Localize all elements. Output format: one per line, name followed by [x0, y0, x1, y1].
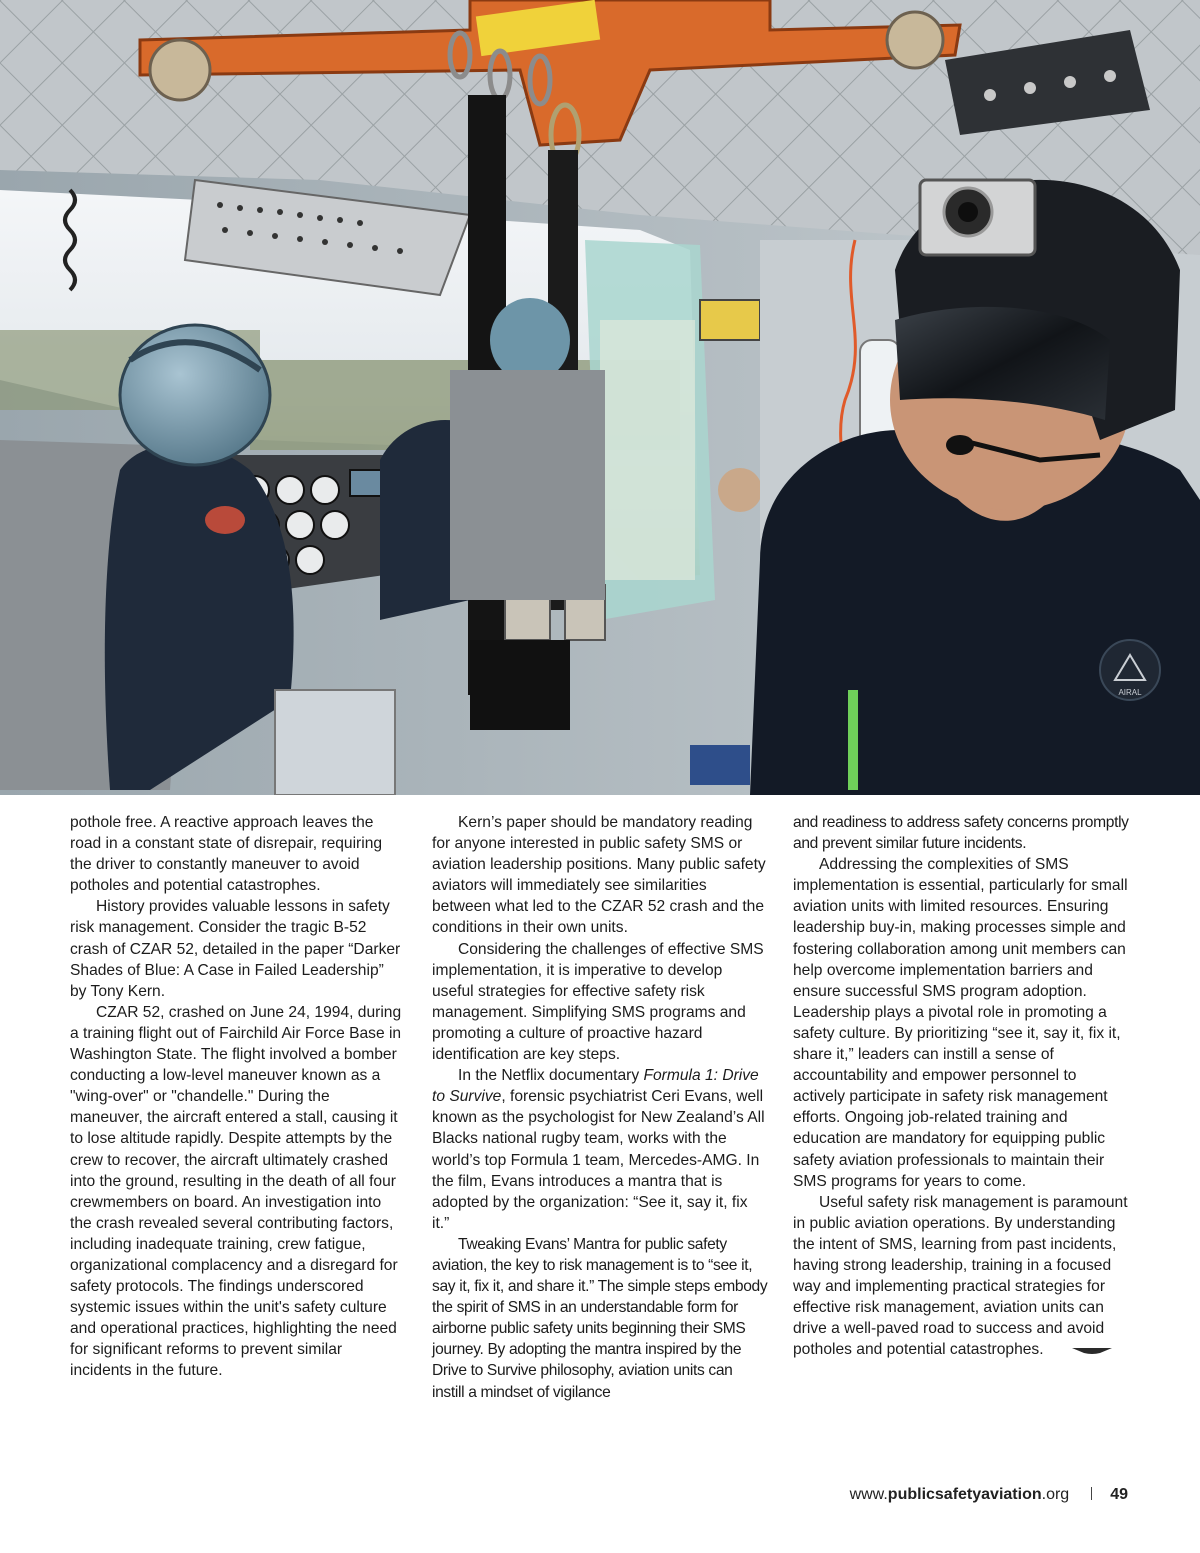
paragraph: CZAR 52, crashed on June 24, 1994, during a training flight out of Fairchild Air Force Base in Washington State. The flight involved a bomber conducting a low-level maneuver known as a "wing-over" or "chandelle." During the maneuver, the aircraft entered a stall, causing it to lose altitude rapidly. Despite attempts by the crew to recover, the aircraft ultimately crashed into the ground, resulting in the death of all four crewmembers on board. An investigation into the crash revealed several contributing factors, including inadequate training, crew fatigue, organizational complacency and a disregard for safety protocols. The findings underscored systemic issues within the unit's safety culture and operational practices, highlighting the need for significant reforms to prevent similar incidents in the future. — [70, 1003, 402, 1380]
paragraph-text: , forensic psychiatrist Ceri Evans, well known as the psychologist for New Zealand’s All Blacks national rugby team, works with the world’s top Formula 1 team, Mercedes-AMG. In the film, Evans introduces a mantra that is adopted by the organization: “See it, say it, fix it.” — [432, 1088, 765, 1232]
paragraph — [432, 1065, 768, 1234]
website-url[interactable] — [850, 1486, 1070, 1503]
url-suffix: .org — [1041, 1486, 1070, 1503]
url-prefix: www. — [849, 1486, 888, 1503]
url-domain: publicsafetyaviation — [887, 1486, 1042, 1503]
page-number: 49 — [1110, 1486, 1128, 1503]
paragraph: Considering the challenges of effective SMS implementation, it is imperative to develop useful strategies for effective safety risk management. Simplifying SMS programs and promoting a culture of proactive hazard identification are key steps. — [432, 940, 764, 1064]
paragraph-text: Useful safety risk management is paramount in public aviation operations. By understanding the intent of SMS, learning from past incidents, having strong leadership, training in a focused way and implementing practical strategies for effective risk management, aviation units can drive a well-paved road to success and avoid potholes and potential catastrophes. — [793, 1193, 1128, 1359]
article-column-1 — [70, 812, 404, 1382]
paragraph: Kern’s paper should be mandatory reading for anyone interested in public safety SMS or aviation leadership positions. Many public safety aviators will immediately see similarities between what led to the CZAR 52 crash and the conditions in their own units. — [432, 814, 766, 937]
footer-divider — [1091, 1487, 1092, 1500]
end-of-article-icon — [1046, 1340, 1112, 1361]
page-footer — [850, 1486, 1128, 1504]
film-title: Formula 1: Drive to Survive — [432, 1067, 759, 1106]
paragraph: History provides valuable lessons in safety risk management. Consider the tragic B-52 crash of CZAR 52, detailed in the paper “Darker Shades of Blue: A Case in Failed Leadership” by Tony Kern. — [70, 898, 401, 1000]
svg-text:AIRAL: AIRAL — [1118, 688, 1142, 697]
paragraph: and readiness to address safety concerns promptly and prevent similar future incidents. — [793, 814, 1129, 853]
paragraph-text: In the Netflix documentary — [458, 1067, 644, 1085]
paragraph: Addressing the complexities of SMS implementation is essential, particularly for small aviation units with limited resources. Ensuring leadership buy-in, making processes simple and fostering collaboration among unit members can help overcome implementation barriers and ensure successful SMS program adoption. Leadership plays a pivotal role in promoting a safety culture. By prioritizing “see it, say it, fix it, share it,” leaders can instill a sense of accountability and empower personnel to actively participate in safety risk management efforts. Ongoing job-related training and education are mandatory for equipping public safety aviation professionals to maintain their SMS programs for years to come. — [793, 856, 1128, 1190]
paragraph: Tweaking Evans’ Mantra for public safety aviation, the key to risk management is to “see it, say it, fix it, and share it.” The simple steps embody the spirit of SMS in an understandable form for airborne public safety units beginning their SMS journey. By adopting the mantra inspired by the Drive to Survive philosophy, aviation units can instill a mindset of vigilance — [432, 1235, 768, 1401]
paragraph: pothole free. A reactive approach leaves the road in a constant state of disrepair, requiring the driver to constantly maneuver to avoid potholes and potential catastrophes. — [70, 814, 383, 895]
article-column-3 — [793, 812, 1129, 1361]
paragraph — [793, 1192, 1129, 1361]
article-column-2 — [432, 812, 768, 1403]
